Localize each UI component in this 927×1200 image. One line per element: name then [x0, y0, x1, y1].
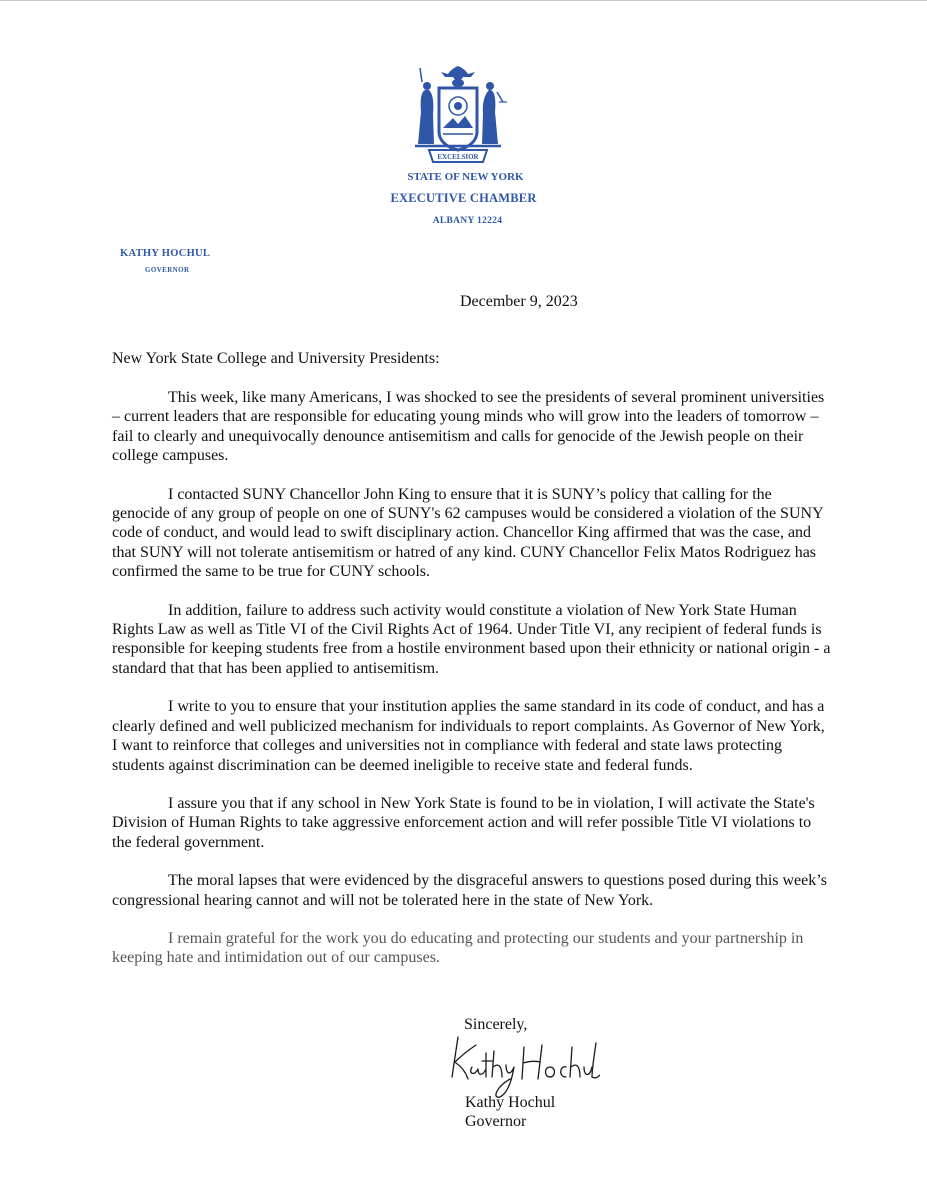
paragraph-4: I write to you to ensure that your institution applies the same standard in its code of conduct, and has a clearly defined and well publicized mechanism for individuals to report complaints. As Governor of New York, I want to reinforce that colleges and universities not in compliance with federal and state laws protecting students against discrimination can be deemed ineligible to receive state and federal funds. [112, 698, 825, 774]
closing: Sincerely, [464, 1016, 528, 1033]
letter-body [112, 388, 832, 987]
paragraph-3: In addition, failure to address such activity would constitute a violation of New York State Human Rights Law as well as Title VI of the Civil Rights Act of 1964. Under Title VI, any recipient of federal funds is responsible for keeping students free from a hostile environment based upon their ethnicity or national origin - a standard that that has been applied to antisemitism. [112, 601, 831, 677]
paragraph-6: The moral lapses that were evidenced by the disgraceful answers to questions posed during this week’s congressional hearing cannot and will not be tolerated here in the state of New York. [112, 872, 827, 909]
handwritten-signature [440, 1033, 600, 1103]
governor-title: GOVERNOR [145, 266, 190, 274]
governor-name: KATHY HOCHUL [120, 248, 211, 259]
letter-date: December 9, 2023 [460, 293, 578, 310]
paragraph-7: I remain grateful for the work you do educating and protecting our students and your partnership in keeping hate and intimidation out of our campuses. [112, 929, 804, 967]
top-border [0, 0, 927, 1]
svg-text:EXCELSIOR: EXCELSIOR [437, 153, 479, 161]
signer-title: Governor [465, 1113, 527, 1130]
letterhead-city: ALBANY 12224 [432, 216, 503, 226]
letterhead-chamber: EXECUTIVE CHAMBER [390, 191, 537, 205]
letterhead-state: STATE OF NEW YORK [407, 171, 524, 183]
salutation: New York State College and University Presidents: [112, 350, 440, 367]
paragraph-5: I assure you that if any school in New York State is found to be in violation, I will activate the State's Division of Human Rights to take aggressive enforcement action and will refer possible Title VI violations to the federal government. [112, 794, 815, 851]
paragraph-1: This week, like many Americans, I was shocked to see the presidents of several prominent universities – current leaders that are responsible for educating young minds who will grow into the leaders of tomorrow – fail to clearly and unequivocally denounce antisemitism and calls for genocide of the Jewish people on their college campuses. [112, 389, 825, 465]
signer-name: Kathy Hochul [465, 1094, 556, 1111]
state-seal-icon [403, 62, 513, 166]
paragraph-2: I contacted SUNY Chancellor John King to ensure that it is SUNY’s policy that calling for the genocide of any group of people on one of SUNY's 62 campuses would be considered a violation of the SUNY code of conduct, and would lead to swift disciplinary action. Chancellor King affirmed that was the case, and that SUNY will not tolerate antisemitism or hatred of any kind. CUNY Chancellor Felix Matos Rodriguez has confirmed the same to be true for CUNY schools. [112, 485, 824, 581]
